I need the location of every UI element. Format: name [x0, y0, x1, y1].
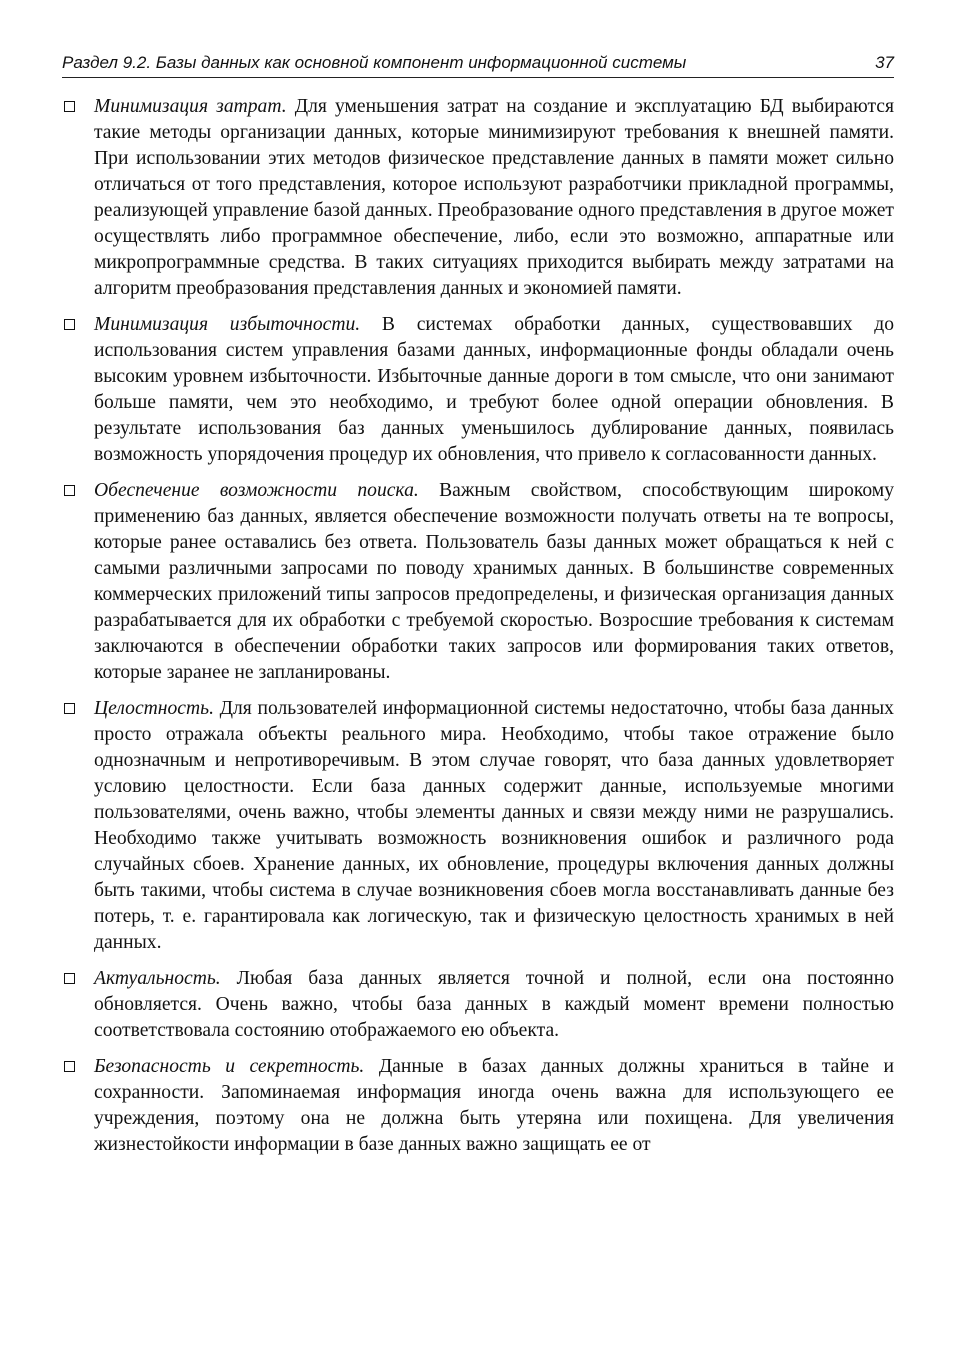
list-item-body: Данные в базах данных должны храниться в тайне и сохранности. Запоминаемая информация иногда очень важна для использующего ее учреждения, поэтому она не должна быть утеряна или похищена. Для увеличения жизнестойкости информации в базе данных важно защищать ее от [94, 1056, 894, 1155]
list-item [62, 312, 894, 468]
list-item-text [94, 696, 894, 956]
requirements-list [62, 94, 894, 1158]
list-item-term: Целостность. [94, 698, 214, 719]
list-item-text [94, 1054, 894, 1158]
list-item-text [94, 94, 894, 302]
list-item-term: Обеспечение возможности поиска. [94, 480, 419, 501]
list-item-body: Любая база данных является точной и полной, если она постоянно обновляется. Очень важно, чтобы база данных в каждый момент времени полностью соответствовала состоянию отображаемого ею объекта. [94, 968, 894, 1041]
list-item-term: Минимизация избыточности. [94, 314, 361, 335]
list-item-body: Для уменьшения затрат на создание и эксплуатацию БД выбираются такие методы организации данных, которые минимизируют требования к внешней памяти. При использовании этих методов физическое представление данных в памяти может сильно отличаться от того представления, которое используют разработчики прикладной программы, реализующей управление базой данных. Преобразование одного представления в другое может осуществлять либо программное обеспечение, либо, если это возможно, аппаратные или микропрограммные средства. В таких ситуациях приходится выбирать между затратами на алгоритм преобразования представления данных и экономией памяти. [94, 96, 894, 299]
list-item [62, 94, 894, 302]
list-item [62, 696, 894, 956]
checkbox-bullet-icon [64, 973, 75, 984]
section-title: Раздел 9.2. Базы данных как основной компонент информационной системы [62, 53, 687, 72]
checkbox-bullet-icon [64, 485, 75, 496]
list-item-text [94, 966, 894, 1044]
list-item-term: Минимизация затрат. [94, 96, 287, 117]
list-item [62, 1054, 894, 1158]
checkbox-bullet-icon [64, 1061, 75, 1072]
list-item [62, 966, 894, 1044]
list-item-body: В системах обработки данных, существовавших до использования систем управления базами данных, информационные фонды обладали очень высоким уровнем избыточности. Избыточные данные дороги в том смысле, что они занимают больше памяти, чем это необходимо, и требуют более одной операции обновления. В результате использования баз данных уменьшилось дублирование данных, появилась возможность упорядочения процедур их обновления, что привело к согласованности данных. [94, 314, 894, 465]
page [62, 52, 894, 1168]
list-item-text [94, 312, 894, 468]
list-item-term: Безопасность и секретность. [94, 1056, 365, 1077]
list-item [62, 478, 894, 686]
list-item-body: Для пользователей информационной системы недостаточно, чтобы база данных просто отражала объекты реального мира. Необходимо, чтобы такое отражение было однозначным и непротиворечивым. В этом случае говорят, что база данных удовлетворяет условию целостности. Если база данных содержит данные, используемые многими пользователями, очень важно, чтобы элементы данных и связи между ними не разрушались. Необходимо также учитывать возможность возникновения ошибок и различного рода случайных сбоев. Хранение данных, их обновление, процедуры включения данных должны быть такими, чтобы система в случае возникновения сбоев могла восстанавливать данные без потерь, т. е. гарантировала как логическую, так и физическую целостность хранимых в ней данных. [94, 698, 894, 953]
page-number: 37 [875, 53, 894, 72]
list-item-body: Важным свойством, способствующим широкому применению баз данных, является обеспечение возможности получать ответы на те вопросы, которые ранее оставались без ответа. Пользователь базы данных может обращаться к ней с самыми различными запросами по поводу хранимых данных. В большинстве современных коммерческих приложений типы запросов предопределены, и физическая организация данных разрабатывается для их обработки с требуемой скоростью. Возросшие требования к системам заключаются в обеспечении обработки таких запросов или формирования таких ответов, которые заранее не запланированы. [94, 480, 895, 683]
running-header [62, 52, 894, 78]
checkbox-bullet-icon [64, 319, 75, 330]
checkbox-bullet-icon [64, 101, 75, 112]
list-item-text [94, 478, 894, 686]
list-item-term: Актуальность. [94, 968, 221, 989]
checkbox-bullet-icon [64, 703, 75, 714]
